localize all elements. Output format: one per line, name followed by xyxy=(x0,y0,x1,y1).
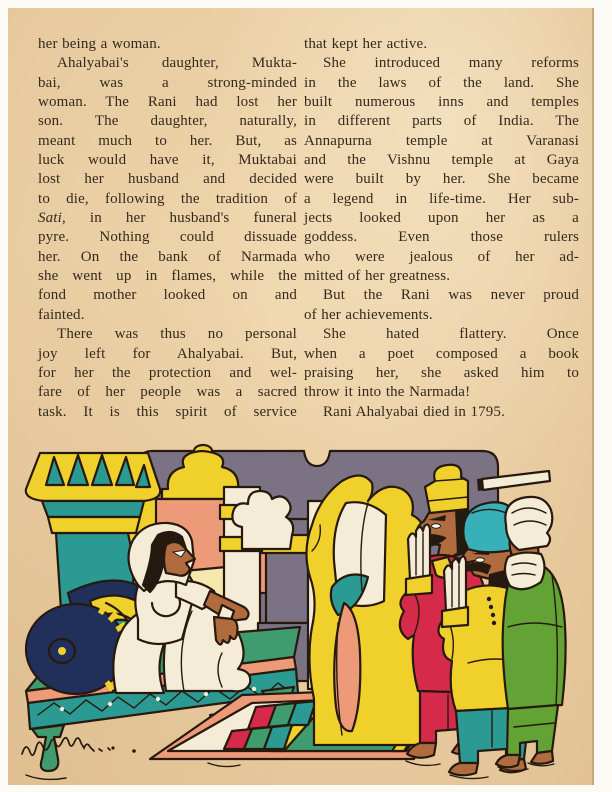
text-line: fare of her people was a sacred xyxy=(38,384,297,401)
text-line: Rani Ahalyabai died in 1795. xyxy=(323,403,505,420)
text-line: who were jealous of her ad- xyxy=(304,248,579,265)
text-line: mitted of her greatness. xyxy=(304,268,451,285)
text-line: She introduced many reforms xyxy=(323,55,579,72)
text-line: woman. The Rani had lost her xyxy=(38,94,297,111)
text-line: built numerous inns and temples xyxy=(304,94,579,111)
text-line: were built by her. She became xyxy=(304,171,579,188)
text-line: goddess. Even those rulers xyxy=(304,229,579,246)
floor-shadow xyxy=(406,761,554,779)
text-line: throw it into the Narmada! xyxy=(304,384,471,401)
text-line: son. The daughter, naturally, xyxy=(38,113,297,130)
text-line: her being a woman. xyxy=(38,36,161,52)
text-line: Ahalyabai's daughter, Mukta- xyxy=(57,55,297,72)
text-line: Sati, in her husband's funeral xyxy=(38,210,297,227)
text-line: for her the protection and wel- xyxy=(38,364,297,381)
text-line: fond mother looked on and xyxy=(38,287,297,304)
text-column-right xyxy=(304,35,579,422)
illustration xyxy=(16,441,594,781)
text-line: But the Rani was never proud xyxy=(323,287,579,304)
artist-signature xyxy=(22,738,136,755)
text-line: that kept her active. xyxy=(304,36,428,52)
text-line: luck would have it, Muktabai xyxy=(38,152,297,169)
paper-page xyxy=(8,8,594,785)
text-line: pyre. Nothing could dissuade xyxy=(38,229,297,246)
text-line: her. On the bank of Narmada xyxy=(38,248,297,265)
text-line: to die, following the tradition of xyxy=(38,190,297,207)
text-line: praising her, she asked him to xyxy=(304,364,579,381)
article-text xyxy=(38,35,579,422)
text-line: meant much to her. But, as xyxy=(38,132,297,149)
text-line: she went up in flames, while the xyxy=(38,268,297,285)
text-line: of her achievements. xyxy=(304,306,433,323)
text-line: and the Vishnu temple at Gaya xyxy=(304,152,579,169)
text-line: joy left for Ahalyabai. But, xyxy=(38,345,297,362)
text-line: She hated flattery. Once xyxy=(323,326,579,343)
text-line: Annapurna temple at Varanasi xyxy=(304,132,579,149)
text-line: lost her husband and decided xyxy=(38,171,297,188)
text-line: in different parts of India. The xyxy=(304,113,579,130)
text-line: There was thus no personal xyxy=(57,326,297,343)
text-line: in the laws of the land. She xyxy=(304,74,579,91)
text-line: bai, was a strong-minded xyxy=(38,74,297,91)
text-line: a legend in life-time. Her sub- xyxy=(304,190,579,207)
text-line: jects looked upon her as a xyxy=(304,210,579,227)
text-column-left xyxy=(38,35,297,422)
text-line: task. It is this spirit of service xyxy=(38,403,297,420)
text-line: when a poet composed a book xyxy=(304,345,579,362)
text-line: fainted. xyxy=(38,306,85,323)
